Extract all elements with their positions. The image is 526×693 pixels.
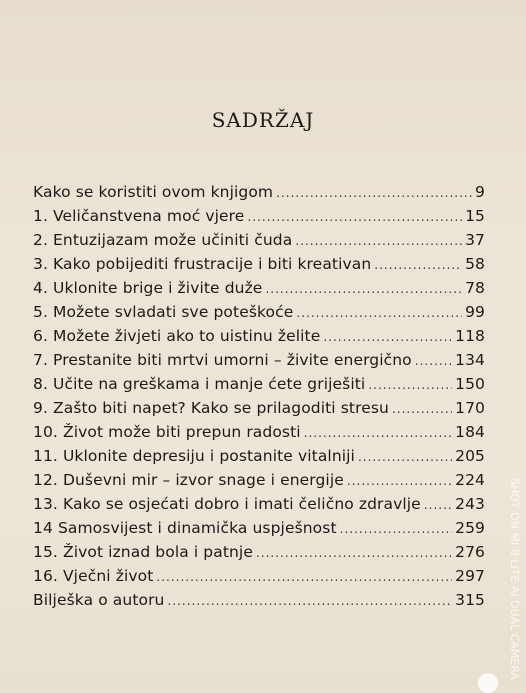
toc-page-number: 205 [455,447,485,465]
dot-leader [340,522,452,536]
toc-entry-title: 15. Život iznad bola i patnje [33,543,253,561]
toc-entry-title: 13. Kako se osjećati dobro i imati čelično zdravlje [33,495,421,513]
toc-entry [33,231,485,255]
dot-leader [415,354,452,368]
dot-leader [347,474,452,488]
toc-entry [33,351,485,375]
dot-leader [368,378,452,392]
dot-leader [247,210,462,224]
toc-entry-title: 4. Uklonite brige i živite duže [33,279,263,297]
dot-leader [323,330,452,344]
toc-entry [33,183,485,207]
toc-page-number: 297 [455,567,485,585]
dot-leader [358,450,452,464]
toc-entry-title: 16. Vječni život [33,567,154,585]
toc-page-number: 150 [455,375,485,393]
toc-entry [33,567,485,591]
toc-entry-title: 7. Prestanite biti mrtvi umorni – živite energično [33,351,412,369]
dot-leader [156,570,452,584]
toc-entry [33,519,485,543]
dot-leader [167,594,452,608]
dot-leader [304,426,452,440]
toc-page-number: 15 [465,207,485,225]
toc-entry [33,207,485,231]
toc-entry-title: 12. Duševni mir – izvor snage i energije [33,471,344,489]
dot-leader [392,402,452,416]
toc-entry [33,591,485,615]
toc-entry-title: 11. Uklonite depresiju i postanite vitalniji [33,447,355,465]
toc-entry [33,495,485,519]
toc-page-number: 243 [455,495,485,513]
toc-entry-title: 5. Možete svladati sve poteškoće [33,303,294,321]
toc-entry-title: 2. Entuzijazam može učiniti čuda [33,231,293,249]
page-title: SADRŽAJ [211,108,315,132]
toc-entry-title: 3. Kako pobijediti frustracije i biti kreativan [33,255,372,273]
dot-leader [276,186,472,200]
toc-entry-title: 10. Život može biti prepun radosti [33,423,301,441]
dot-leader [424,498,452,512]
dot-leader [256,546,452,560]
toc-page-number: 118 [455,327,485,345]
toc-entry-title: 6. Možete živjeti ako to uistinu želite [33,327,321,345]
toc-entry [33,423,485,447]
toc-page-number: 78 [465,279,485,297]
toc-entry [33,255,485,279]
toc-entry-title: 1. Veličanstvena moć vjere [33,207,245,225]
dot-leader [296,306,462,320]
toc-page-number: 134 [455,351,485,369]
toc-page-number: 259 [455,519,485,537]
toc-entry-title: 9. Zašto biti napet? Kako se prilagoditi stresu [33,399,389,417]
dot-leader [265,282,462,296]
toc-entry [33,399,485,423]
toc-page-number: 276 [455,543,485,561]
toc-entry [33,447,485,471]
toc-page-number: 37 [465,231,485,249]
toc-page-number: 99 [465,303,485,321]
toc-page-number: 9 [475,183,485,201]
toc-page-number: 170 [455,399,485,417]
camera-watermark-logo [478,673,498,693]
dot-leader [295,234,462,248]
toc-entry [33,375,485,399]
toc-entry-title: Bilješka o autoru [33,591,165,609]
toc-entry-title: 8. Učite na greškama i manje ćete griješiti [33,375,366,393]
toc-entry [33,543,485,567]
toc-entry [33,303,485,327]
toc-entry-title: Kako se koristiti ovom knjigom [33,183,274,201]
toc-page-number: 58 [465,255,485,273]
toc-page-number: 184 [455,423,485,441]
toc-page-number: 315 [455,591,485,609]
table-of-contents [33,183,485,615]
toc-entry [33,327,485,351]
toc-page-number: 224 [455,471,485,489]
camera-watermark: SHOT ON MI 8 LITE AI DUAL CAMERA [508,478,521,681]
toc-entry-title: 14 Samosvijest i dinamička uspješnost [33,519,337,537]
dot-leader [374,258,462,272]
toc-entry [33,279,485,303]
toc-entry [33,471,485,495]
